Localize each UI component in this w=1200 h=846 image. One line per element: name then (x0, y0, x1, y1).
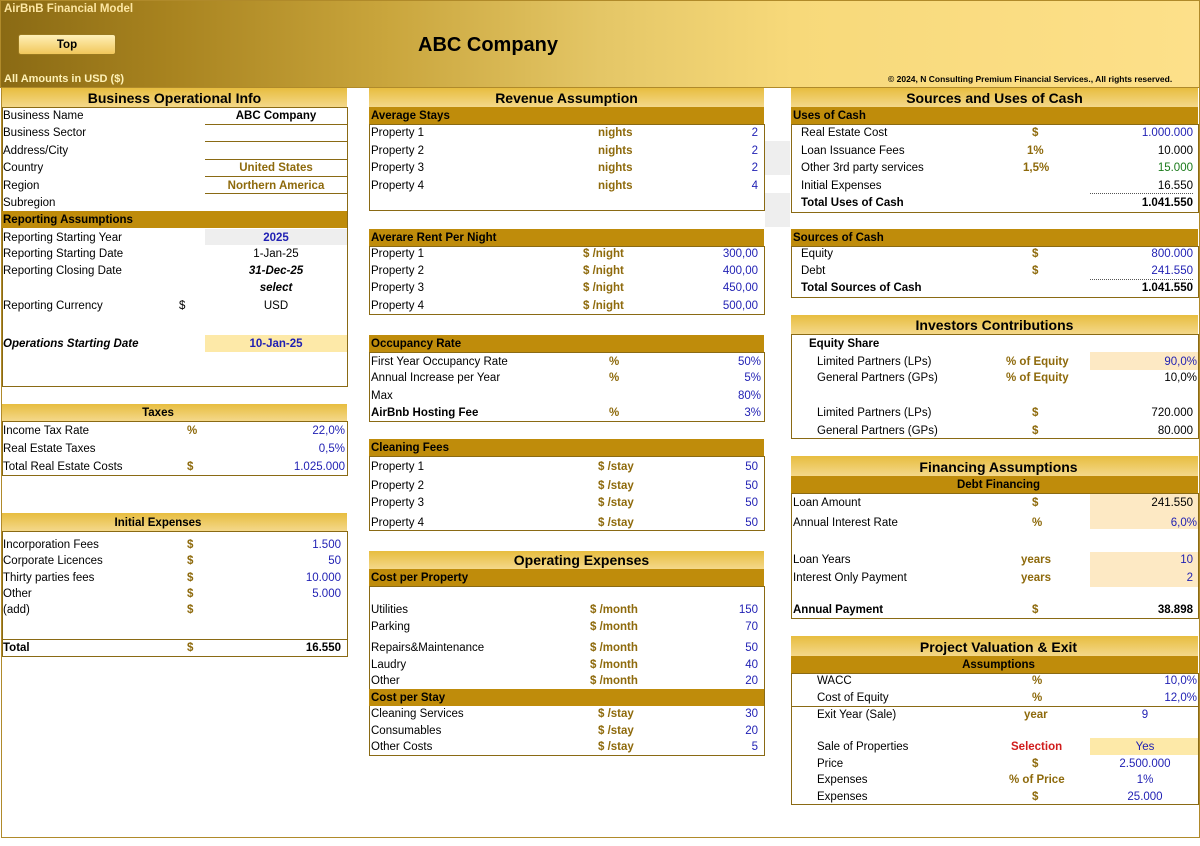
cleaning-property-4-label: Property 4 (371, 517, 425, 529)
avg-stay-property-3-label: Property 3 (371, 162, 425, 174)
cleaning-property-1-label: Property 1 (371, 461, 425, 473)
incorporation-fees-unit: $ (187, 539, 194, 551)
other-costs-input[interactable]: 5 (751, 741, 758, 753)
debt-unit: $ (1032, 265, 1039, 277)
uses-of-cash-header: Uses of Cash (793, 110, 866, 122)
cost-of-equity-unit: % (1032, 692, 1043, 704)
business-name-label: Business Name (3, 110, 84, 122)
avg-stay-property-1-input[interactable]: 2 (751, 127, 758, 139)
operating-expenses-title: Operating Expenses (513, 552, 650, 568)
sale-selection-unit: Selection (1011, 741, 1063, 753)
loan-issuance-label: Loan Issuance Fees (801, 145, 905, 157)
thirty-parties-unit: $ (187, 572, 194, 584)
avg-stay-property-3-input[interactable]: 2 (751, 162, 758, 174)
region-value: Northern America (227, 180, 325, 192)
rent-property-2-unit: $ /night (583, 265, 624, 277)
add-expense-label[interactable]: (add) (3, 604, 30, 616)
gp-share-unit: % of Equity (1006, 372, 1069, 384)
laudry-unit: $ /month (590, 659, 638, 671)
expenses-pct-unit: % of Price (1009, 774, 1065, 786)
price-label: Price (817, 758, 844, 770)
incorporation-fees-input[interactable]: 1.500 (312, 539, 341, 551)
rent-property-1-input[interactable]: 300,00 (722, 248, 758, 260)
avg-stay-property-2-input[interactable]: 2 (751, 145, 758, 157)
annual-increase-input[interactable]: 5% (744, 372, 761, 384)
reporting-closing-date-value: 31-Dec-25 (248, 265, 304, 277)
real-estate-taxes-label: Real Estate Taxes (3, 443, 96, 455)
gp-share-value: 10,0% (1164, 372, 1197, 384)
region-label: Region (3, 180, 40, 192)
annual-payment-value: 38.898 (1157, 604, 1193, 616)
reporting-start-year-input[interactable]: 2025 (263, 232, 289, 244)
initial-expenses-title: Initial Expenses (114, 517, 202, 529)
annual-increase-unit: % (609, 372, 620, 384)
utilities-unit: $ /month (590, 604, 638, 616)
hosting-fee-unit: % (609, 407, 620, 419)
interest-only-input[interactable]: 2 (1186, 572, 1193, 584)
investors-title: Investors Contributions (915, 317, 1074, 333)
repairs-input[interactable]: 50 (745, 642, 758, 654)
rent-property-3-input[interactable]: 450,00 (722, 282, 758, 294)
corporate-licences-label: Corporate Licences (3, 555, 103, 567)
annual-increase-label: Annual Increase per Year (371, 372, 501, 384)
parking-unit: $ /month (590, 621, 638, 633)
other-3rd-party-unit: 1,5% (1023, 162, 1050, 174)
subregion-value (205, 196, 347, 210)
total-sources-value: 1.041.550 (1141, 282, 1193, 294)
real-estate-taxes-input[interactable]: 0,5% (318, 443, 345, 455)
lp-amount-unit: $ (1032, 407, 1039, 419)
hosting-fee-label: AirBnb Hosting Fee (371, 407, 479, 419)
consumables-input[interactable]: 20 (745, 725, 758, 737)
business-sector-input[interactable] (205, 126, 347, 140)
other-opex-label: Other (371, 675, 400, 687)
initial-total-value: 16.550 (305, 642, 341, 654)
loan-issuance-value: 10.000 (1157, 145, 1193, 157)
total-real-estate-label: Total Real Estate Costs (3, 461, 123, 473)
avg-stay-property-4-input[interactable]: 4 (751, 180, 758, 192)
consumables-unit: $ /stay (598, 725, 634, 737)
real-estate-cost-input[interactable]: 1.000.000 (1141, 127, 1193, 139)
cleaning-property-3-label: Property 3 (371, 497, 425, 509)
debt-financing-subheader: Debt Financing (956, 479, 1041, 491)
initial-total-unit: $ (187, 642, 194, 654)
initial-expenses-value: 16.550 (1157, 180, 1193, 192)
corporate-licences-input[interactable]: 50 (328, 555, 341, 567)
cleaning-property-1-input[interactable]: 50 (745, 461, 758, 473)
reporting-currency-label: Reporting Currency (3, 300, 103, 312)
loan-years-input[interactable]: 10 (1180, 554, 1193, 566)
wacc-unit: % (1032, 675, 1043, 687)
loan-issuance-unit: 1% (1027, 145, 1044, 157)
cleaning-fees-header: Cleaning Fees (371, 442, 449, 454)
other-initial-input[interactable]: 5.000 (312, 588, 341, 600)
business-info-title: Business Operational Info (87, 90, 262, 106)
initial-total-label: Total (3, 642, 30, 654)
exit-year-input[interactable]: 9 (1141, 709, 1149, 721)
rent-property-4-unit: $ /night (583, 300, 624, 312)
total-uses-value: 1.041.550 (1141, 197, 1193, 209)
cost-of-equity-input[interactable]: 12,0% (1164, 692, 1197, 704)
rent-property-1-unit: $ /night (583, 248, 624, 260)
total-real-estate-input[interactable]: 1.025.000 (293, 461, 345, 473)
consumables-label: Consumables (371, 725, 442, 737)
operations-start-input[interactable]: 10-Jan-25 (249, 338, 303, 350)
max-occupancy-input[interactable]: 80% (737, 390, 761, 402)
taxes-title: Taxes (142, 407, 174, 419)
other-3rd-party-value: 15.000 (1157, 162, 1193, 174)
select-cell[interactable]: select (259, 282, 293, 294)
hosting-fee-input[interactable]: 3% (744, 407, 761, 419)
exit-year-label: Exit Year (Sale) (817, 709, 897, 721)
interest-rate-input[interactable]: 6,0% (1170, 517, 1197, 529)
rent-property-3-label: Property 3 (371, 282, 425, 294)
expenses-amount-unit: $ (1032, 791, 1039, 803)
expenses-amount-label: Expenses (817, 791, 868, 803)
equity-input[interactable]: 800.000 (1151, 248, 1193, 260)
country-select[interactable]: United States (239, 162, 313, 174)
operations-start-label: Operations Starting Date (3, 338, 139, 350)
avg-stay-property-2-unit: nights (598, 145, 633, 157)
other-opex-unit: $ /month (590, 675, 638, 687)
valuation-title: Project Valuation & Exit (919, 639, 1078, 655)
rent-property-4-input[interactable]: 500,00 (722, 300, 758, 312)
rent-property-3-unit: $ /night (583, 282, 624, 294)
gp-amount-unit: $ (1032, 425, 1039, 437)
max-occupancy-label: Max (371, 390, 393, 402)
thirty-parties-input[interactable]: 10.000 (305, 572, 341, 584)
expenses-amount-value: 25.000 (1127, 791, 1163, 803)
cleaning-property-4-unit: $ /stay (598, 517, 634, 529)
app-title: AirBnB Financial Model (4, 3, 134, 15)
expenses-pct-input[interactable]: 1% (1136, 774, 1154, 786)
annual-payment-label: Annual Payment (793, 604, 884, 616)
repairs-unit: $ /month (590, 642, 638, 654)
cost-per-stay-header: Cost per Stay (371, 692, 446, 704)
cleaning-property-2-unit: $ /stay (598, 480, 634, 492)
utilities-label: Utilities (371, 604, 409, 616)
rent-per-night-header: Averare Rent Per Night (371, 232, 497, 244)
other-opex-input[interactable]: 20 (745, 675, 758, 687)
interest-rate-unit: % (1032, 517, 1043, 529)
loan-amount-label: Loan Amount (793, 497, 861, 509)
interest-only-unit: years (1021, 572, 1052, 584)
cleaning-property-2-label: Property 2 (371, 480, 425, 492)
annual-payment-unit: $ (1032, 604, 1039, 616)
repairs-label: Repairs&Maintenance (371, 642, 485, 654)
avg-stay-property-2-label: Property 2 (371, 145, 425, 157)
rent-property-2-input[interactable]: 400,00 (722, 265, 758, 277)
cleaning-property-3-input[interactable]: 50 (745, 497, 758, 509)
reporting-assumptions-header: Reporting Assumptions (3, 214, 133, 226)
real-estate-cost-unit: $ (1032, 127, 1039, 139)
gp-amount-value: 80.000 (1157, 425, 1193, 437)
company-title: ABC Company (418, 34, 559, 56)
financing-title: Financing Assumptions (919, 459, 1078, 475)
cleaning-services-label: Cleaning Services (371, 708, 464, 720)
interest-only-label: Interest Only Payment (793, 572, 907, 584)
address-label: Address/City (3, 145, 69, 157)
other-costs-label: Other Costs (371, 741, 433, 753)
laudry-label: Laudry (371, 659, 407, 671)
equity-share-label: Equity Share (809, 338, 880, 350)
business-sector-label: Business Sector (3, 127, 87, 139)
parking-label: Parking (371, 621, 410, 633)
copyright: © 2024, N Consulting Premium Financial Services., All rights reserved. (888, 74, 1173, 84)
reporting-start-year-label: Reporting Starting Year (3, 232, 122, 244)
lp-share-label: Limited Partners (LPs) (817, 356, 932, 368)
other-costs-unit: $ /stay (598, 741, 634, 753)
revenue-title: Revenue Assumption (495, 90, 638, 106)
first-year-occupancy-input[interactable]: 50% (737, 356, 761, 368)
interest-rate-label: Annual Interest Rate (793, 517, 898, 529)
cost-of-equity-label: Cost of Equity (817, 692, 889, 704)
loan-years-unit: years (1021, 554, 1052, 566)
lp-amount-value: 720.000 (1151, 407, 1193, 419)
avg-stay-property-1-label: Property 1 (371, 127, 425, 139)
price-unit: $ (1032, 758, 1039, 770)
other-initial-label: Other (3, 588, 32, 600)
utilities-input[interactable]: 150 (738, 604, 758, 616)
wacc-input[interactable]: 10,0% (1164, 675, 1197, 687)
thirty-parties-label: Thirty parties fees (3, 572, 95, 584)
amounts-note: All Amounts in USD ($) (4, 73, 124, 85)
first-year-occupancy-label: First Year Occupancy Rate (371, 356, 508, 368)
sale-selection-dropdown[interactable]: Yes (1135, 741, 1155, 753)
country-label: Country (3, 162, 44, 174)
rent-property-2-label: Property 2 (371, 265, 425, 277)
cleaning-property-1-unit: $ /stay (598, 461, 634, 473)
exit-year-unit: year (1024, 709, 1048, 721)
address-input[interactable] (205, 144, 347, 158)
total-sources-label: Total Sources of Cash (801, 282, 922, 294)
avg-stay-property-3-unit: nights (598, 162, 633, 174)
income-tax-unit: % (187, 425, 198, 437)
cleaning-services-input[interactable]: 30 (745, 708, 758, 720)
rent-property-4-label: Property 4 (371, 300, 425, 312)
cleaning-property-4-input[interactable]: 50 (745, 517, 758, 529)
currency-symbol: $ (179, 300, 186, 312)
parking-input[interactable]: 70 (745, 621, 758, 633)
subregion-label: Subregion (3, 197, 56, 209)
income-tax-label: Income Tax Rate (3, 425, 90, 437)
header-banner (0, 0, 1200, 88)
wacc-label: WACC (817, 675, 852, 687)
reporting-closing-date-label: Reporting Closing Date (3, 265, 122, 277)
corporate-licences-unit: $ (187, 555, 194, 567)
gp-share-label: General Partners (GPs) (817, 372, 938, 384)
sources-of-cash-header: Sources of Cash (793, 232, 884, 244)
cost-per-property-header: Cost per Property (371, 572, 469, 584)
first-year-occupancy-unit: % (609, 356, 620, 368)
loan-amount-unit: $ (1032, 497, 1039, 509)
equity-unit: $ (1032, 248, 1039, 260)
sale-of-properties-label: Sale of Properties (817, 741, 909, 753)
avg-stay-property-1-unit: nights (598, 127, 633, 139)
loan-years-label: Loan Years (793, 554, 851, 566)
debt-input[interactable]: 241.550 (1151, 265, 1193, 277)
laudry-input[interactable]: 40 (745, 659, 758, 671)
debt-label: Debt (801, 265, 826, 277)
real-estate-cost-label: Real Estate Cost (801, 127, 888, 139)
occupancy-header: Occupancy Rate (371, 338, 462, 350)
cleaning-services-unit: $ /stay (598, 708, 634, 720)
total-uses-label: Total Uses of Cash (801, 197, 904, 209)
equity-label: Equity (801, 248, 833, 260)
initial-expenses-label: Initial Expenses (801, 180, 882, 192)
reporting-start-date-value: 1-Jan-25 (253, 248, 299, 260)
reporting-start-date-label: Reporting Starting Date (3, 248, 124, 260)
gp-amount-label: General Partners (GPs) (817, 425, 938, 437)
lp-share-unit: % of Equity (1006, 356, 1069, 368)
rent-property-1-label: Property 1 (371, 248, 425, 260)
reporting-currency-value[interactable]: USD (263, 300, 289, 312)
business-name-input[interactable]: ABC Company (235, 110, 317, 122)
top-button[interactable]: Top (18, 34, 116, 55)
income-tax-input[interactable]: 22,0% (312, 425, 345, 437)
avg-stay-property-4-unit: nights (598, 180, 633, 192)
other-initial-unit: $ (187, 588, 194, 600)
lp-share-input[interactable]: 90,0% (1164, 356, 1197, 368)
average-stays-header: Average Stays (371, 110, 450, 122)
total-real-estate-unit: $ (187, 461, 194, 473)
incorporation-fees-label: Incorporation Fees (3, 539, 99, 551)
add-expense-unit: $ (187, 604, 194, 616)
avg-stay-property-4-label: Property 4 (371, 180, 425, 192)
sources-uses-title: Sources and Uses of Cash (906, 90, 1083, 106)
price-input[interactable]: 2.500.000 (1119, 758, 1171, 770)
cleaning-property-2-input[interactable]: 50 (745, 480, 758, 492)
valuation-assumptions-subheader: Assumptions (962, 659, 1035, 671)
loan-amount-value: 241.550 (1151, 497, 1193, 509)
other-3rd-party-label: Other 3rd party services (801, 162, 924, 174)
expenses-pct-label: Expenses (817, 774, 868, 786)
lp-amount-label: Limited Partners (LPs) (817, 407, 932, 419)
cleaning-property-3-unit: $ /stay (598, 497, 634, 509)
